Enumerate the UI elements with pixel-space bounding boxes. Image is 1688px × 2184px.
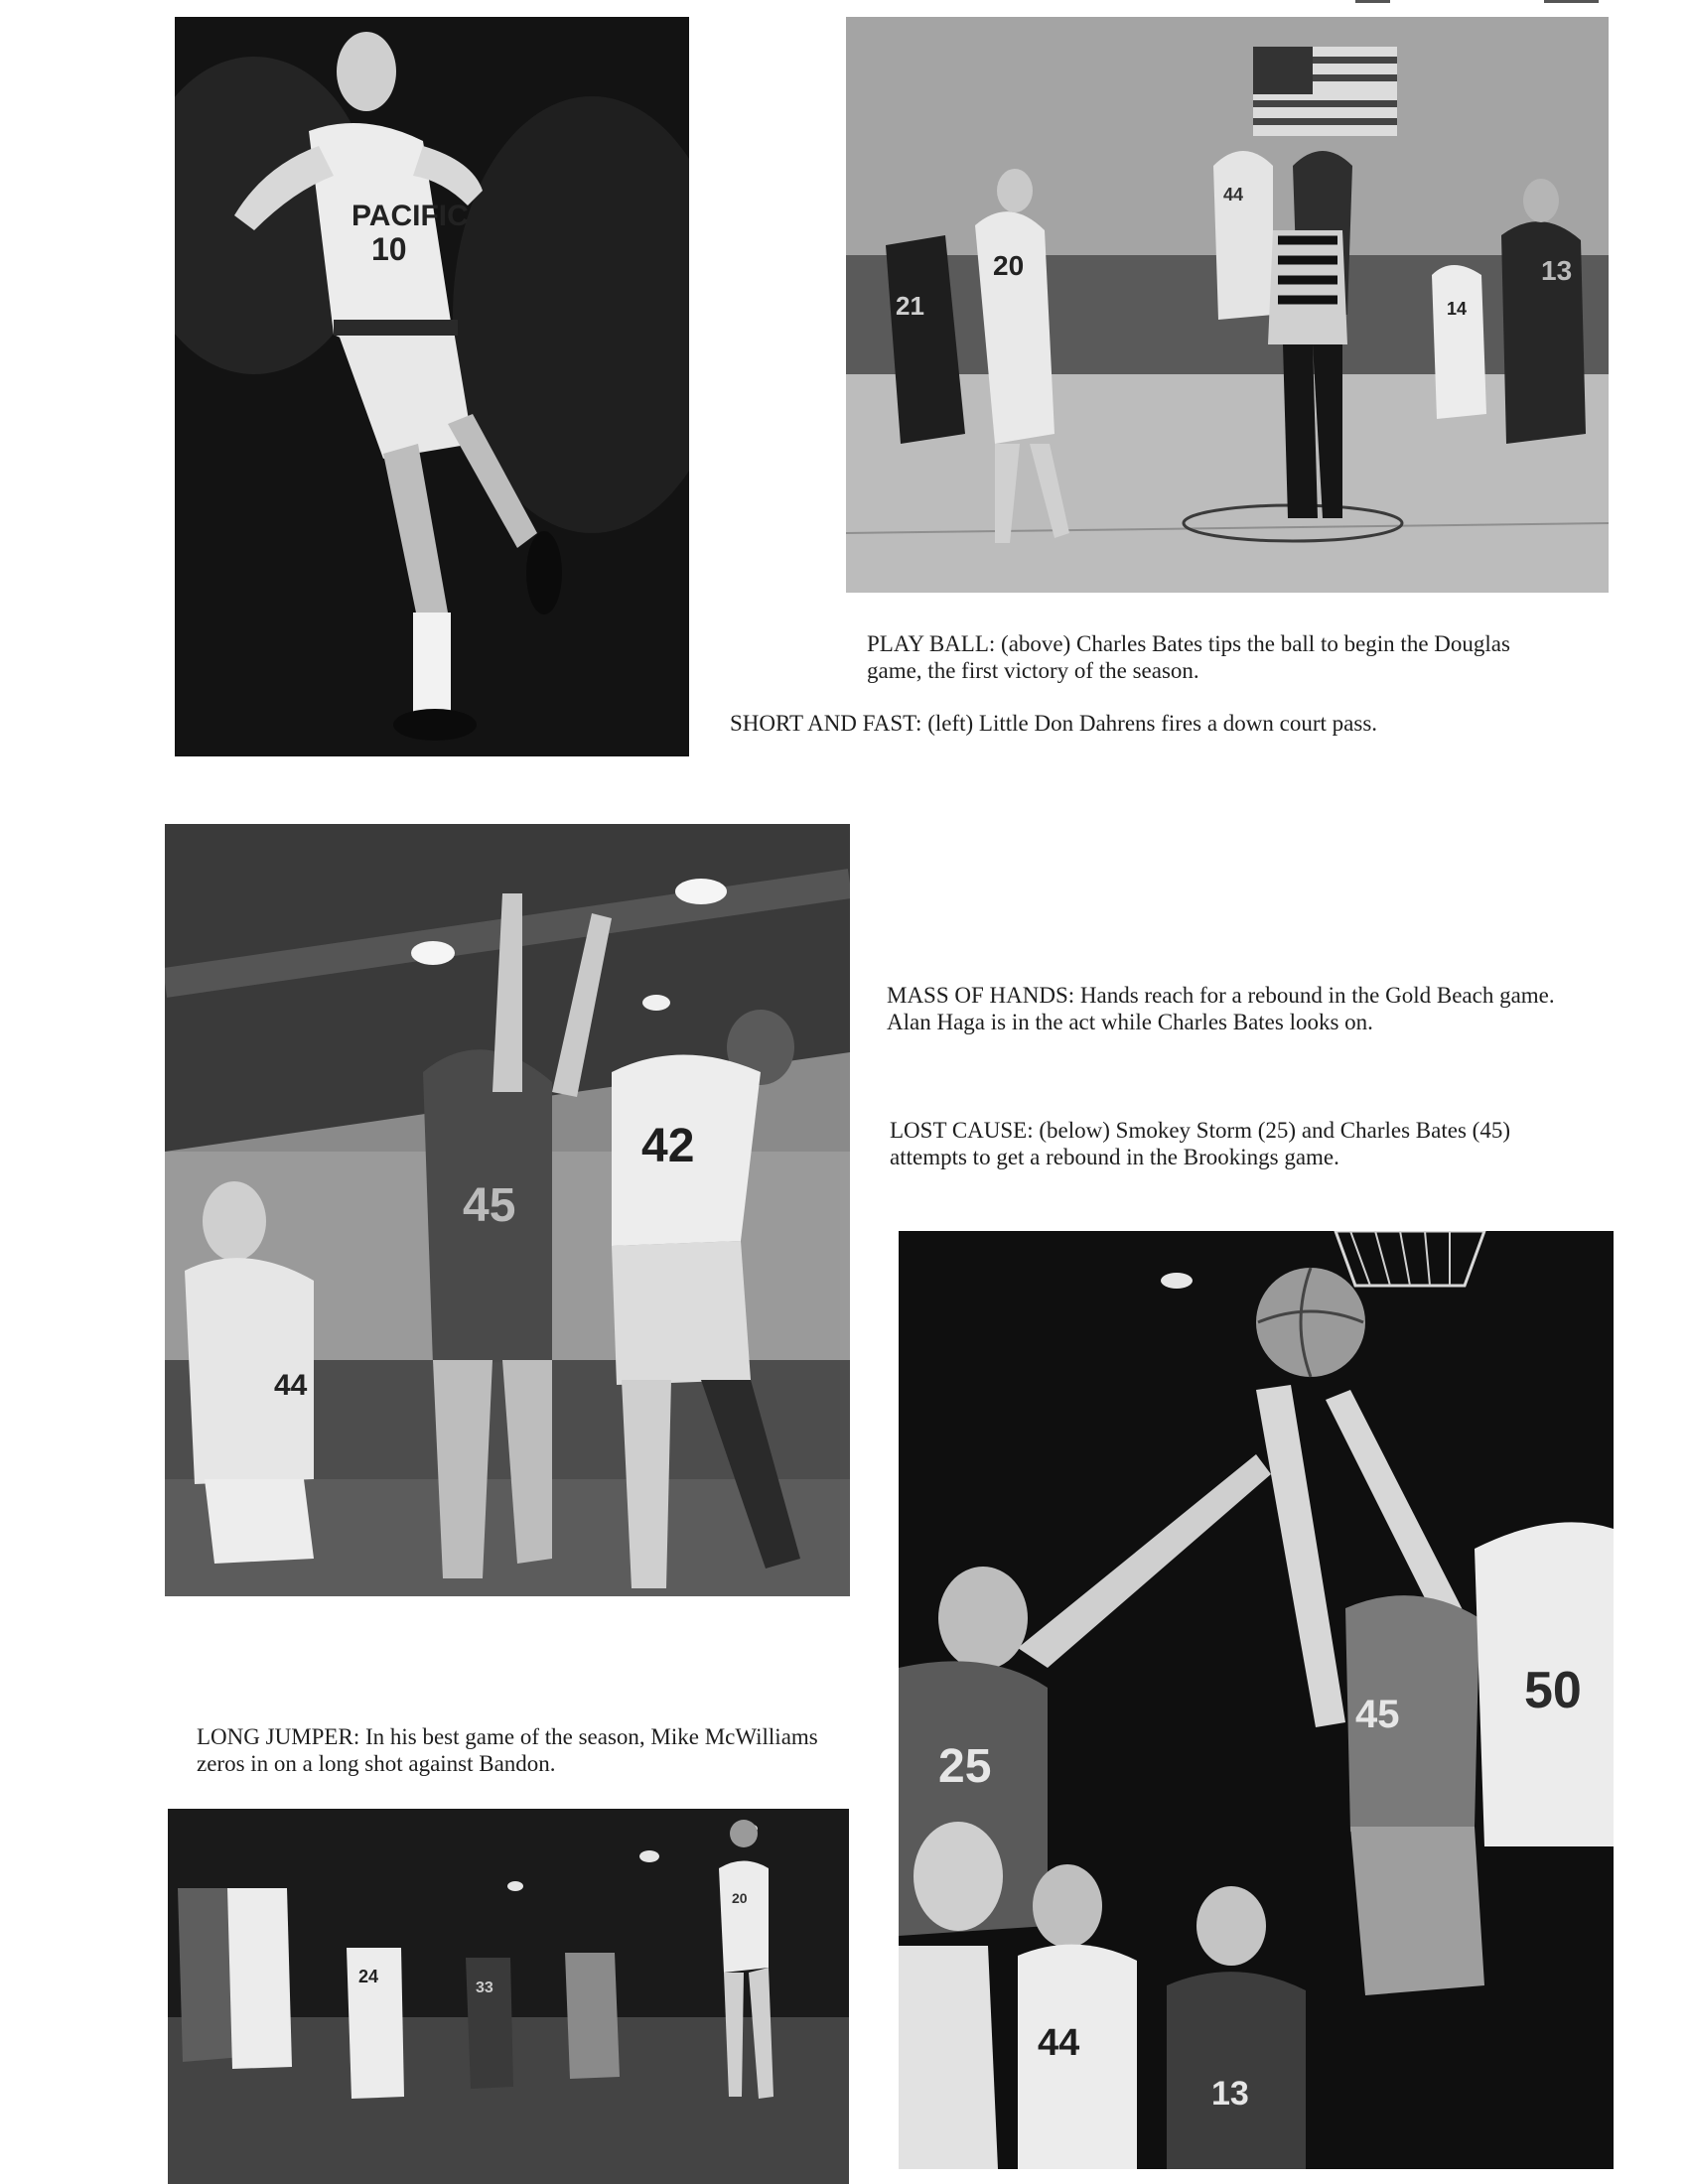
photo-play-ball (846, 17, 1609, 593)
jersey-number-text: 50 (1524, 1662, 1582, 1719)
photo-long-jumper-art (168, 1809, 849, 2184)
jersey-team-text: PACIFIC (352, 200, 469, 232)
jersey-number-text: 42 (641, 1120, 695, 1172)
page-edge-mark (1544, 0, 1599, 3)
flag (1253, 47, 1397, 136)
jersey-number-text: 25 (938, 1740, 992, 1793)
caption-mass-of-hands: MASS OF HANDS: Hands reach for a rebound in the Gold Beach game. Alan Haga is in the act while Charles Bates looks on. (887, 983, 1555, 1034)
jersey-number-text: 20 (732, 1890, 748, 1906)
jersey-number-text: 45 (463, 1179, 516, 1232)
photo-short-and-fast (175, 17, 689, 756)
caption-lost-cause: LOST CAUSE: (below) Smokey Storm (25) and Charles Bates (45) attempts to get a rebound in the Brookings game. (890, 1118, 1510, 1169)
jersey-number-text: 10 (371, 231, 407, 267)
jersey-number-text: 45 (1355, 1693, 1400, 1736)
jersey-number-text: 44 (274, 1369, 308, 1402)
caption-short-and-fast: SHORT AND FAST: (left) Little Don Dahrens fires a down court pass. (730, 711, 1378, 736)
caption-play-ball: PLAY BALL: (above) Charles Bates tips the ball to begin the Douglas game, the first victory of the season. (867, 631, 1510, 683)
caption-long-jumper: LONG JUMPER: In his best game of the season, Mike McWilliams zeros in on a long shot against Bandon. (197, 1724, 818, 1776)
jersey-number-text: 13 (1541, 255, 1573, 286)
photo-lost-cause (899, 1231, 1614, 2169)
photo-mass-of-hands-art (165, 824, 850, 1596)
photo-short-and-fast-art (175, 17, 689, 756)
jersey-number-text: 13 (1211, 2075, 1249, 2113)
photo-play-ball-art (846, 17, 1609, 593)
jersey-number-text: 14 (1447, 299, 1468, 319)
jersey-number-text: 44 (1038, 2022, 1080, 2064)
page-edge-mark (1355, 0, 1390, 3)
jersey-number-text: 44 (1223, 185, 1244, 205)
jersey-number-text: 33 (476, 1979, 493, 1996)
jersey-number-text: 21 (896, 291, 924, 321)
photo-lost-cause-art (899, 1231, 1614, 2169)
photo-mass-of-hands (165, 824, 850, 1596)
photo-long-jumper (168, 1809, 849, 2184)
jersey-number-text: 20 (993, 250, 1025, 281)
jersey-number-text: 24 (358, 1967, 379, 1986)
